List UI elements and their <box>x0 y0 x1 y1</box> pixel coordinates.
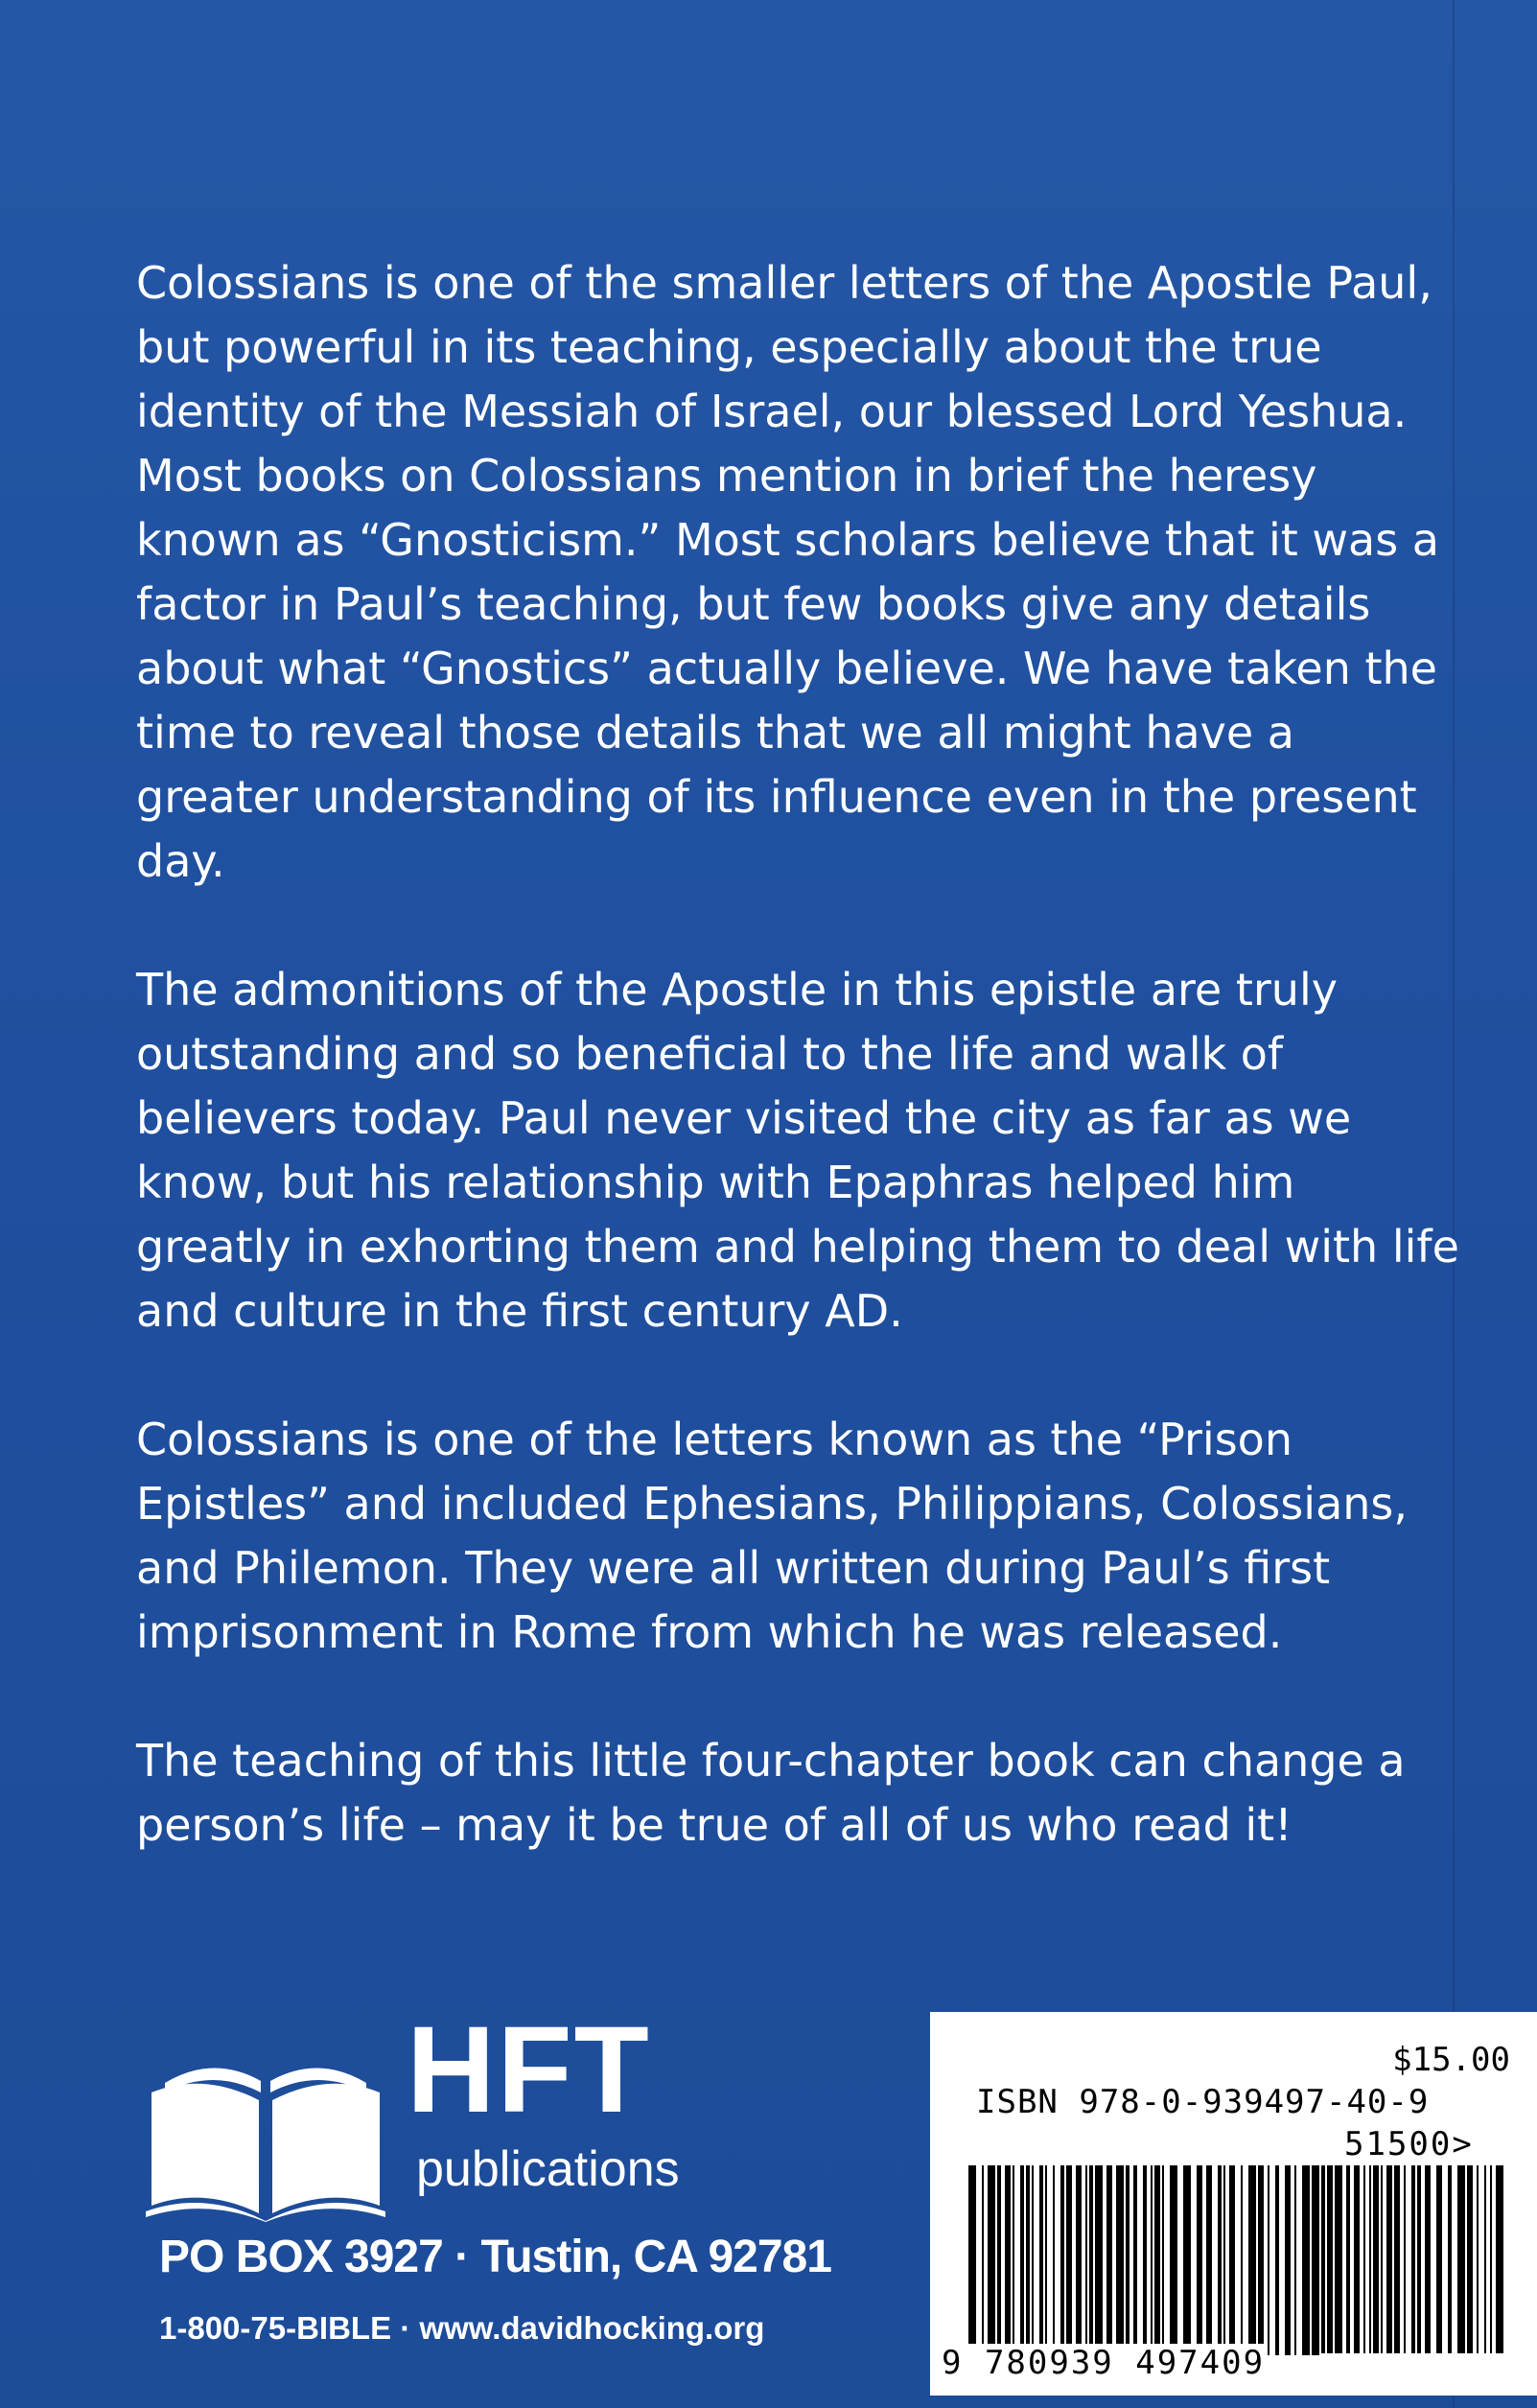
barcode-bar <box>1229 2165 1235 2355</box>
barcode-bar <box>1258 2165 1264 2355</box>
addon-barcode <box>1321 2165 1503 2353</box>
barcode-bar <box>997 2165 1001 2355</box>
barcode-bar <box>1197 2165 1202 2355</box>
barcode-bar <box>1106 2165 1112 2355</box>
publisher-address: PO BOX 3927 · Tustin, CA 92781 <box>159 2232 831 2282</box>
barcode-bar <box>1045 2165 1047 2355</box>
barcode-bar <box>1095 2165 1103 2355</box>
barcode-bar <box>1411 2165 1415 2353</box>
barcode-bar <box>1085 2165 1087 2355</box>
barcode-bar <box>1143 2165 1147 2355</box>
ean-digits: 9 780939 497409 <box>942 2344 1266 2382</box>
barcode-bar <box>1477 2165 1479 2353</box>
barcode-bar <box>1404 2165 1406 2353</box>
barcode-bar <box>1206 2165 1212 2355</box>
barcode-bar <box>1248 2165 1256 2355</box>
price-text: $15.00 <box>1392 2041 1510 2079</box>
barcode-bar <box>1151 2165 1153 2355</box>
isbn-text: ISBN 978-0-939497-40-9 <box>976 2083 1430 2121</box>
barcode-bar <box>1183 2165 1191 2355</box>
blurb-paragraph-3: Colossians is one of the letters known as the “Prison Epistles” and included Ephesians, Philippians, Colossians, and Philemon. They were all written during Paul’s first imprisonment in Rome from which he was released. <box>136 1414 1409 1658</box>
barcode-bar <box>1060 2165 1064 2355</box>
barcode-bar <box>1467 2165 1473 2353</box>
barcode-bar <box>988 2165 995 2355</box>
barcode-bar <box>1053 2165 1055 2355</box>
barcode-bar <box>1223 2165 1225 2355</box>
barcode-bar <box>1013 2165 1014 2355</box>
barcode-bar <box>1285 2165 1291 2355</box>
barcode-bar <box>1335 2165 1342 2353</box>
barcode-bar <box>968 2165 976 2355</box>
barcode-bar <box>1116 2165 1124 2355</box>
blurb-paragraph-2: The admonitions of the Apostle in this epistle are truly outstanding and so beneficial to the life and walk of believers today. Paul never visited the city as far as we know, but his relationship with Epaphras helped him greatly in exhorting them and helping them to deal with life and culture in the first century AD. <box>136 964 1459 1337</box>
barcode-bar <box>1448 2165 1452 2353</box>
barcode-bar <box>1417 2165 1421 2353</box>
barcode-bar <box>1076 2165 1082 2355</box>
barcode-bar <box>1496 2165 1503 2353</box>
barcode-bar <box>1425 2165 1431 2353</box>
barcode-bar <box>1484 2165 1486 2353</box>
barcode-bar <box>982 2165 984 2355</box>
addon-number: 51500> <box>1344 2125 1474 2163</box>
publisher-logo-text: HFT <box>407 2001 651 2139</box>
barcode-label <box>930 2012 1537 2396</box>
barcode-bar <box>1218 2165 1222 2355</box>
barcode-bar <box>1381 2165 1383 2353</box>
barcode-bar <box>1327 2165 1333 2353</box>
barcode-bar <box>1369 2165 1371 2353</box>
blurb-paragraph-4: The teaching of this little four-chapter book can change a person’s life – may it be true of all of us who read it! <box>136 1735 1406 1851</box>
barcode-bar <box>1386 2165 1392 2353</box>
barcode-bar <box>1126 2165 1129 2355</box>
blurb-paragraph-1: Colossians is one of the smaller letters of the Apostle Paul, but powerful in its teaching, especially about the true identity of the Messiah of Israel, our blessed Lord Yeshua. Most books on Colossians mention in brief the heresy known as “Gnosticism.” Most scholars believe that it was a factor in Paul’s teaching, but few books give any details about what “Gnostics” actually believe. We have taken the time to reveal those details that we all might have a greater understanding of its influence even in the present day. <box>136 257 1439 887</box>
barcode-bar <box>1089 2165 1093 2355</box>
barcode-bar <box>1363 2165 1365 2353</box>
barcode-bar <box>1394 2165 1400 2353</box>
barcode-bar <box>1133 2165 1137 2355</box>
barcode-bar <box>1020 2165 1024 2355</box>
barcode-bar <box>1275 2165 1279 2355</box>
ean-barcode <box>968 2165 1323 2355</box>
barcode-bar <box>1373 2165 1379 2353</box>
barcode-bar <box>1039 2165 1043 2355</box>
barcode-bar <box>1346 2165 1350 2353</box>
barcode-bar <box>1241 2165 1243 2355</box>
barcode-bar <box>1321 2165 1325 2353</box>
barcode-bar <box>1026 2165 1030 2355</box>
open-book-icon <box>146 2025 385 2222</box>
blurb <box>136 251 1459 1858</box>
barcode-bar <box>1005 2165 1011 2355</box>
barcode-bar <box>1490 2165 1492 2353</box>
barcode-bar <box>1066 2165 1072 2355</box>
barcode-bar <box>1457 2165 1465 2353</box>
barcode-bar <box>1294 2165 1296 2355</box>
barcode-bar <box>1162 2165 1164 2355</box>
barcode-bar <box>1312 2165 1319 2355</box>
barcode-bar <box>1170 2165 1177 2355</box>
barcode-bar <box>1268 2165 1269 2355</box>
publisher-contact: 1-800-75-BIBLE · www.davidhocking.org <box>159 2310 765 2346</box>
barcode-bar <box>1354 2165 1360 2353</box>
barcode-bar <box>1154 2165 1160 2355</box>
publisher-logo-subtext: publications <box>416 2141 680 2197</box>
publisher-block <box>146 2001 831 2367</box>
barcode-bar <box>1436 2165 1442 2353</box>
barcode-bar <box>1302 2165 1310 2355</box>
barcode-bar <box>1032 2165 1034 2355</box>
